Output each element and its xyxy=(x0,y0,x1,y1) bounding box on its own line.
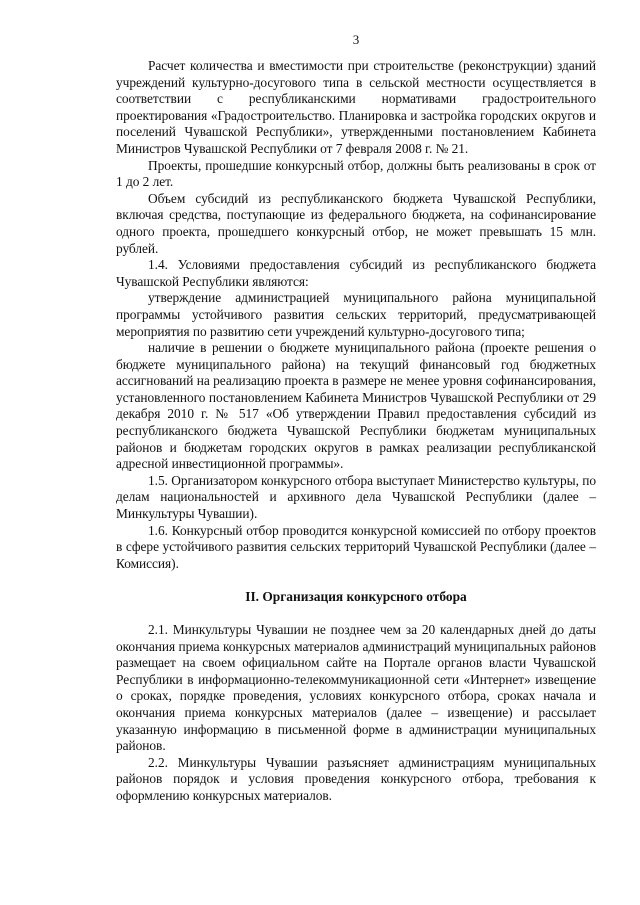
paragraph-1-6: 1.6. Конкурсный отбор проводится конкурсной комиссией по отбору проектов в сфере устойчивого развития сельских территорий Чувашской Республики (далее – Комиссия). xyxy=(116,522,596,571)
document-page xyxy=(116,32,596,805)
page-number: 3 xyxy=(352,32,360,47)
paragraph-condition-budget: наличие в решении о бюджете муниципального района (проекте решения о бюджете муниципального района) на текущий финансовый год бюджетных ассигнований на реализацию проекта в размере не менее уровня софинансирования, установленного постановлением Кабинета Министров Чувашской Республики от 29 декабря 2010 г. № 517 «Об утверждении Правил предоставления субсидий из республиканского бюджета Чувашской Республики бюджетам муниципальных районов и бюджетам городских округов в рамках реализации республиканской адресной инвестиционной программы». xyxy=(116,340,596,472)
paragraph-2-2: 2.2. Минкультуры Чувашии разъясняет администрациям муниципальных районов порядок и условия проведения конкурсного отбора, требования к оформлению конкурсных материалов. xyxy=(116,754,596,803)
paragraph-subsidy-volume: Объем субсидий из республиканского бюджета Чувашской Республики, включая средства, поступающие из федерального бюджета, на софинансирование одного проекта, прошедшего конкурсный отбор, не может превышать 15 млн. рублей. xyxy=(116,190,596,256)
paragraph-calculation: Расчет количества и вместимости при строительстве (реконструкции) зданий учреждений культурно-досугового типа в сельской местности осуществляется в соответствии с республиканскими нормативами градостроительного проектирования «Градостроительство. Планировка и застройка городских округов и поселений Чувашской Республики», утвержденными постановлением Кабинета Министров Чувашской Республики от 7 февраля 2008 г. № 21. xyxy=(116,58,596,156)
paragraph-2-1: 2.1. Минкультуры Чувашии не позднее чем за 20 календарных дней до даты окончания приема конкурсных материалов администраций муниципальных районов размещает на своем официальном сайте на Портале органов власти Чувашской Республики в информационно-телекоммуникационной сети «Интернет» извещение о сроках, порядке проведения, условиях конкурсного отбора, сроках начала и окончания приема конкурсных материалов (далее – извещение) и рассылает указанную информацию в письменной форме в администрации муниципальных районов. xyxy=(116,622,596,754)
paragraph-condition-program: утверждение администрацией муниципального района муниципальной программы устойчивого развития сельских территорий, предусматривающей мероприятия по развитию сети учреждений культурно-досугового типа; xyxy=(116,290,596,339)
spacer xyxy=(116,606,596,622)
paragraph-project-term: Проекты, прошедшие конкурсный отбор, должны быть реализованы в срок от 1 до 2 лет. xyxy=(116,157,596,190)
paragraph-1-4: 1.4. Условиями предоставления субсидий из республиканского бюджета Чувашской Республики являются: xyxy=(116,257,596,289)
paragraph-1-5: 1.5. Организатором конкурсного отбора выступает Министерство культуры, по делам национальностей и архивного дела Чувашской Республики (далее – Минкультуры Чувашии). xyxy=(116,472,596,522)
spacer xyxy=(116,572,596,589)
section-heading: II. Организация конкурсного отбора xyxy=(245,589,467,605)
